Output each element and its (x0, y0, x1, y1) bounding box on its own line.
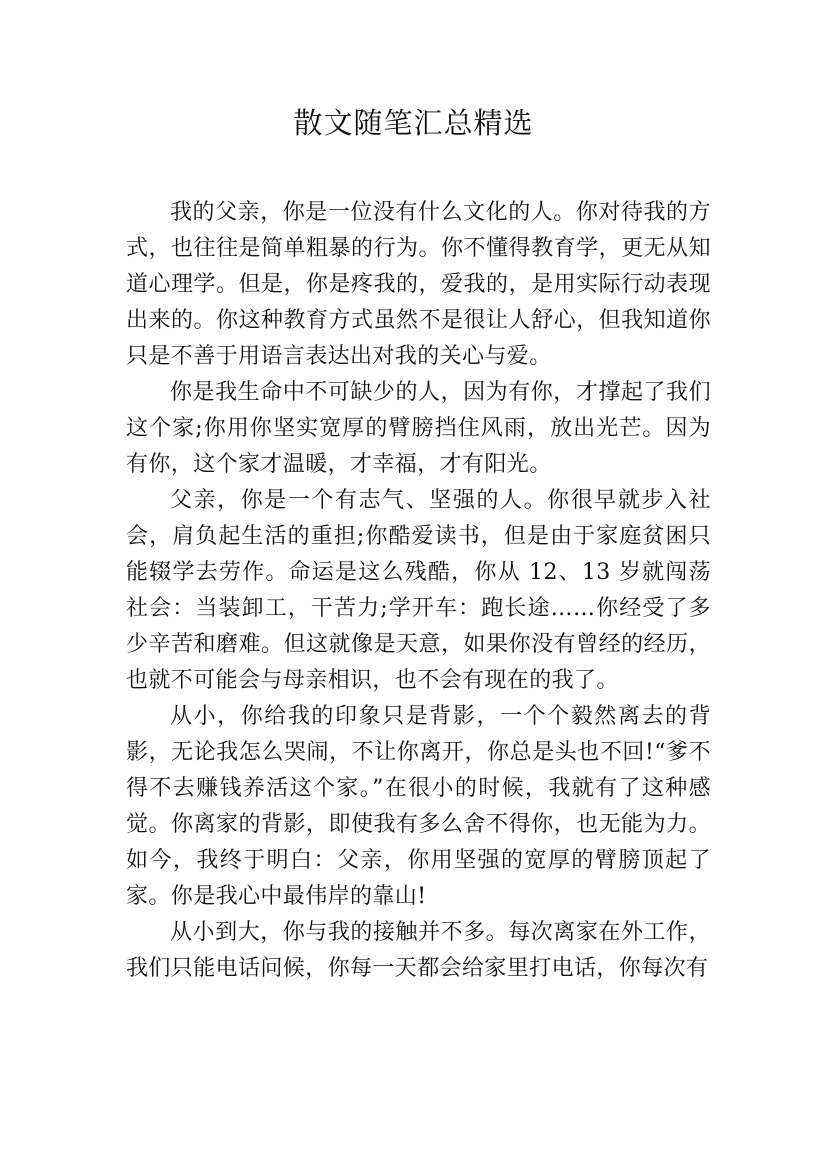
document-body (126, 195, 711, 987)
paragraph-4: 从小，你给我的印象只是背影，一个个毅然离去的背影，无论我怎么哭闹，不让你离开，你总是头也不回!“爹不得不去赚钱养活这个家。”在很小的时候，我就有了这种感觉。你离家的背影，即使我有多么舍不得你，也无能为力。如今，我终于明白：父亲，你用坚强的宽厚的臂膀顶起了家。你是我心中最伟岸的靠山! (126, 704, 711, 909)
paragraph-1: 我的父亲，你是一位没有什么文化的人。你对待我的方式，也往往是简单粗暴的行为。你不懂得教育学，更无从知道心理学。但是，你是疼我的，爱我的，是用实际行动表现出来的。你这种教育方式虽然不是很让人舒心，但我知道你只是不善于用语言表达出对我的关心与爱。 (126, 200, 711, 369)
paragraph-2: 你是我生命中不可缺少的人，因为有你，才撑起了我们这个家;你用你坚实宽厚的臂膀挡住风雨，放出光芒。因为有你，这个家才温暖，才幸福，才有阳光。 (126, 380, 711, 477)
paragraph-3: 父亲，你是一个有志气、坚强的人。你很早就步入社会，肩负起生活的重担;你酷爱读书，但是由于家庭贫困只能辍学去劳作。命运是这么残酷，你从 12、13 岁就闯荡社会：当装卸工，干苦力;学开车：跑长途……你经受了多少辛苦和磨难。但这就像是天意，如果你没有曾经的经历，也就不可能会与母亲相识，也不会有现在的我了。 (126, 488, 711, 693)
paragraph-5: 从小到大，你与我的接触并不多。每次离家在外工作，我们只能电话问候，你每一天都会给家里打电话，你每次有 (126, 920, 711, 981)
document-title: 散文随笔汇总精选 (293, 106, 534, 140)
